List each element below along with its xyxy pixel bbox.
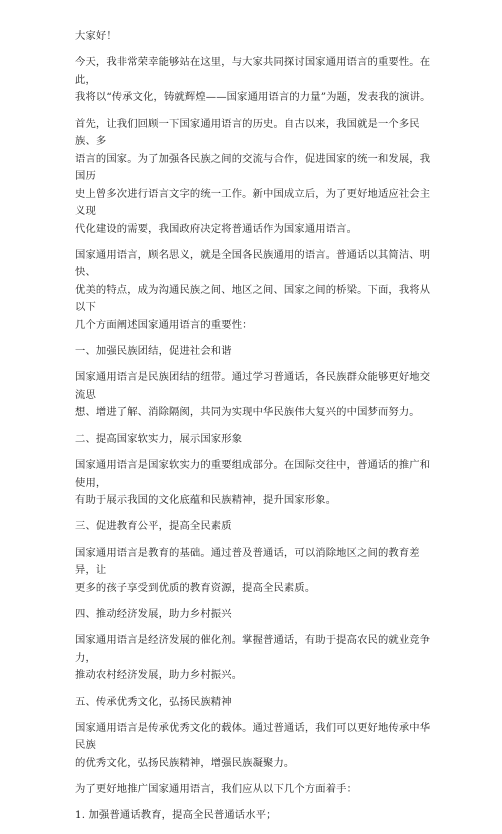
section-4-body: 国家通用语言是经济发展的催化剂。掌握普通话，有助于提高农民的就业竞争力， 推动农村经济发展，助力乡村振兴。 — [75, 634, 431, 682]
intro-paragraph: 今天，我非常荣幸能够站在这里，与大家共同探讨国家通用语言的重要性。在此， 我将以“传承文化，铸就辉煌——国家通用语言的力量”为题，发表我的演讲。 — [75, 56, 431, 104]
section-3-heading: 三、促进教育公平，提高全民素质 — [75, 520, 232, 533]
section-2-heading: 二、提高国家软实力，展示国家形象 — [75, 432, 243, 445]
measures-intro-paragraph: 为了更好地推广国家通用语言，我们应从以下几个方面着手： — [75, 783, 358, 796]
section-1-heading: 一、加强民族团结，促进社会和谐 — [75, 345, 232, 358]
section-5-body: 国家通用语言是传承优秀文化的载体。通过普通话，我们可以更好地传承中华民族 的优秀文化，弘扬民族精神，增强民族凝聚力。 — [75, 721, 431, 769]
section-3-body: 国家通用语言是教育的基础。通过普及普通话，可以消除地区之间的教育差异，让 更多的孩子享受到优质的教育资源，提高全民素质。 — [75, 546, 420, 594]
section-2-body: 国家通用语言是国家软实力的重要组成部分。在国际交往中，普通话的推广和使用， 有助于展示我国的文化底蕴和民族精神，提升国家形象。 — [75, 459, 431, 507]
measure-item-1: 1. 加强普通话教育，提高全民普通话水平； — [75, 809, 277, 822]
section-1-body: 国家通用语言是民族团结的纽带。通过学习普通话，各民族群众能够更好地交流思 想、增进了解、消除隔阂，共同为实现中华民族伟大复兴的中国梦而努力。 — [75, 371, 431, 419]
greeting-paragraph: 大家好！ — [75, 30, 117, 42]
speech-document — [75, 28, 435, 834]
definition-paragraph: 国家通用语言，顾名思义，就是全国各民族通用的语言。普通话以其简洁、明快、 优美的特点，成为沟通民族之间、地区之间、国家之间的桥梁。下面，我将从以下 几个方面阐述国家通用语言的重要性： — [75, 248, 431, 331]
section-4-heading: 四、推动经济发展，助力乡村振兴 — [75, 607, 232, 620]
history-paragraph: 首先，让我们回顾一下国家通用语言的历史。自古以来，我国就是一个多民族、多 语言的国家。为了加强各民族之间的交流与合作，促进国家的统一和发展，我国历 史上曾多次进行语言文字的统一工作。新中国成立后，为了更好地适应社会主义现 代化建设的需要，我国政府决定将普通话作为国家通用语言。 — [75, 117, 431, 235]
section-5-heading: 五、传承优秀文化，弘扬民族精神 — [75, 695, 232, 708]
